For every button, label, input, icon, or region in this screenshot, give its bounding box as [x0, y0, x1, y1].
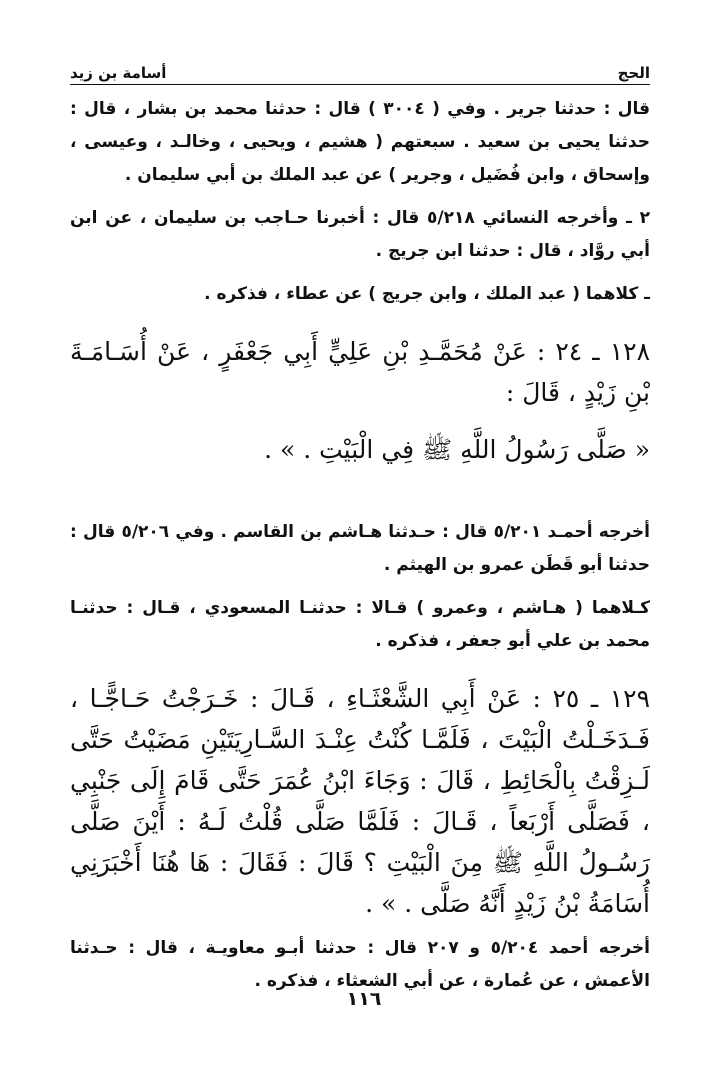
- hadith-129: ١٢٩ ـ ٢٥ : عَنْ أَبِي الشَّعْثَـاءِ ، قَـالَ : خَـرَجْتُ حَـاجًّـا ، فَـدَخَـلْتُ الْبَيْتَ ، فَلَمَّـا كُنْتُ عِنْـدَ السَّـارِيَتَيْنِ مَضَيْتُ حَتَّى لَـزِقْتُ بِالْحَائِطِ ، قَالَ : وَجَاءَ ابْنُ عُمَرَ حَتَّى قَامَ إِلَى جَنْبِي ، فَصَلَّى أَرْبَعاً ، قَـالَ : فَلَمَّا صَلَّى قُلْتُ لَـهُ : أَيْنَ صَلَّى رَسُـولُ اللَّهِ ﷺ مِنَ الْبَيْتِ ؟ قَالَ : فَقَالَ : هَا هُنَا أَخْبَرَنِي أُسَامَةُ بْنُ زَيْدٍ أَنَّهُ صَلَّى . » .: [70, 684, 651, 918]
- takhrij-paragraph-1: قال : حدثنا جرير . وفي ( ٣٠٠٤ ) قال : حدثنا محمد بن بشار ، قال : حدثنا يحيى بن سعيد . سبعتهم ( هشيم ، ويحيى ، وخالـد ، وعيسى ، وإسحاق ، وابن فُضَيل ، وجرير ) عن عبد الملك بن أبي سليمان .: [70, 99, 650, 185]
- hadith-128-quote: « صَلَّى رَسُولُ اللَّهِ ﷺ فِي الْبَيْتِ . » .: [264, 435, 650, 464]
- takhrij-paragraph-6: أخرجه أحمد ٥/٢٠٤ و ٢٠٧ قال : حدثنا أبـو معاويـة ، قال : حـدثنا الأعمش ، عن عُمارة ، عن أبي الشعثاء ، فذكره .: [70, 938, 650, 991]
- takhrij-paragraph-4: أخرجه أحمـد ٥/٢٠١ قال : حـدثنا هـاشم بن القاسم . وفي ٥/٢٠٦ قال : حدثنا أبو قَطَن عمرو بن الهيثم .: [70, 522, 650, 575]
- chapter-title: الحج: [606, 64, 650, 82]
- page-number: ١١٦: [346, 988, 382, 1010]
- takhrij-paragraph-5: كـلاهما ( هـاشم ، وعمرو ) قـالا : حدثنـا المسعودي ، قـال : حدثنـا محمد بن علي أبو جعفر ، فذكره .: [70, 598, 650, 651]
- section-title: أسامة بن زيد: [70, 64, 178, 82]
- running-header: [70, 60, 650, 85]
- hadith-128: ١٢٨ ـ ٢٤ : عَنْ مُحَمَّـدِ بْنِ عَلِيٍّ أَبِي جَعْفَرٍ ، عَنْ أُسَـامَـةَ بْنِ زَيْدٍ ، قَالَ :: [70, 337, 651, 407]
- takhrij-paragraph-2: ٢ ـ وأخرجه النسائي ٥/٢١٨ قال : أخبرنا حـاجب بن سليمان ، عن ابن أبي روَّاد ، قال : حدثنا ابن جريج .: [70, 208, 650, 261]
- page-body: [70, 60, 650, 998]
- takhrij-paragraph-3: ـ كلاهما ( عبد الملك ، وابن جريج ) عن عطاء ، فذكره .: [204, 284, 650, 304]
